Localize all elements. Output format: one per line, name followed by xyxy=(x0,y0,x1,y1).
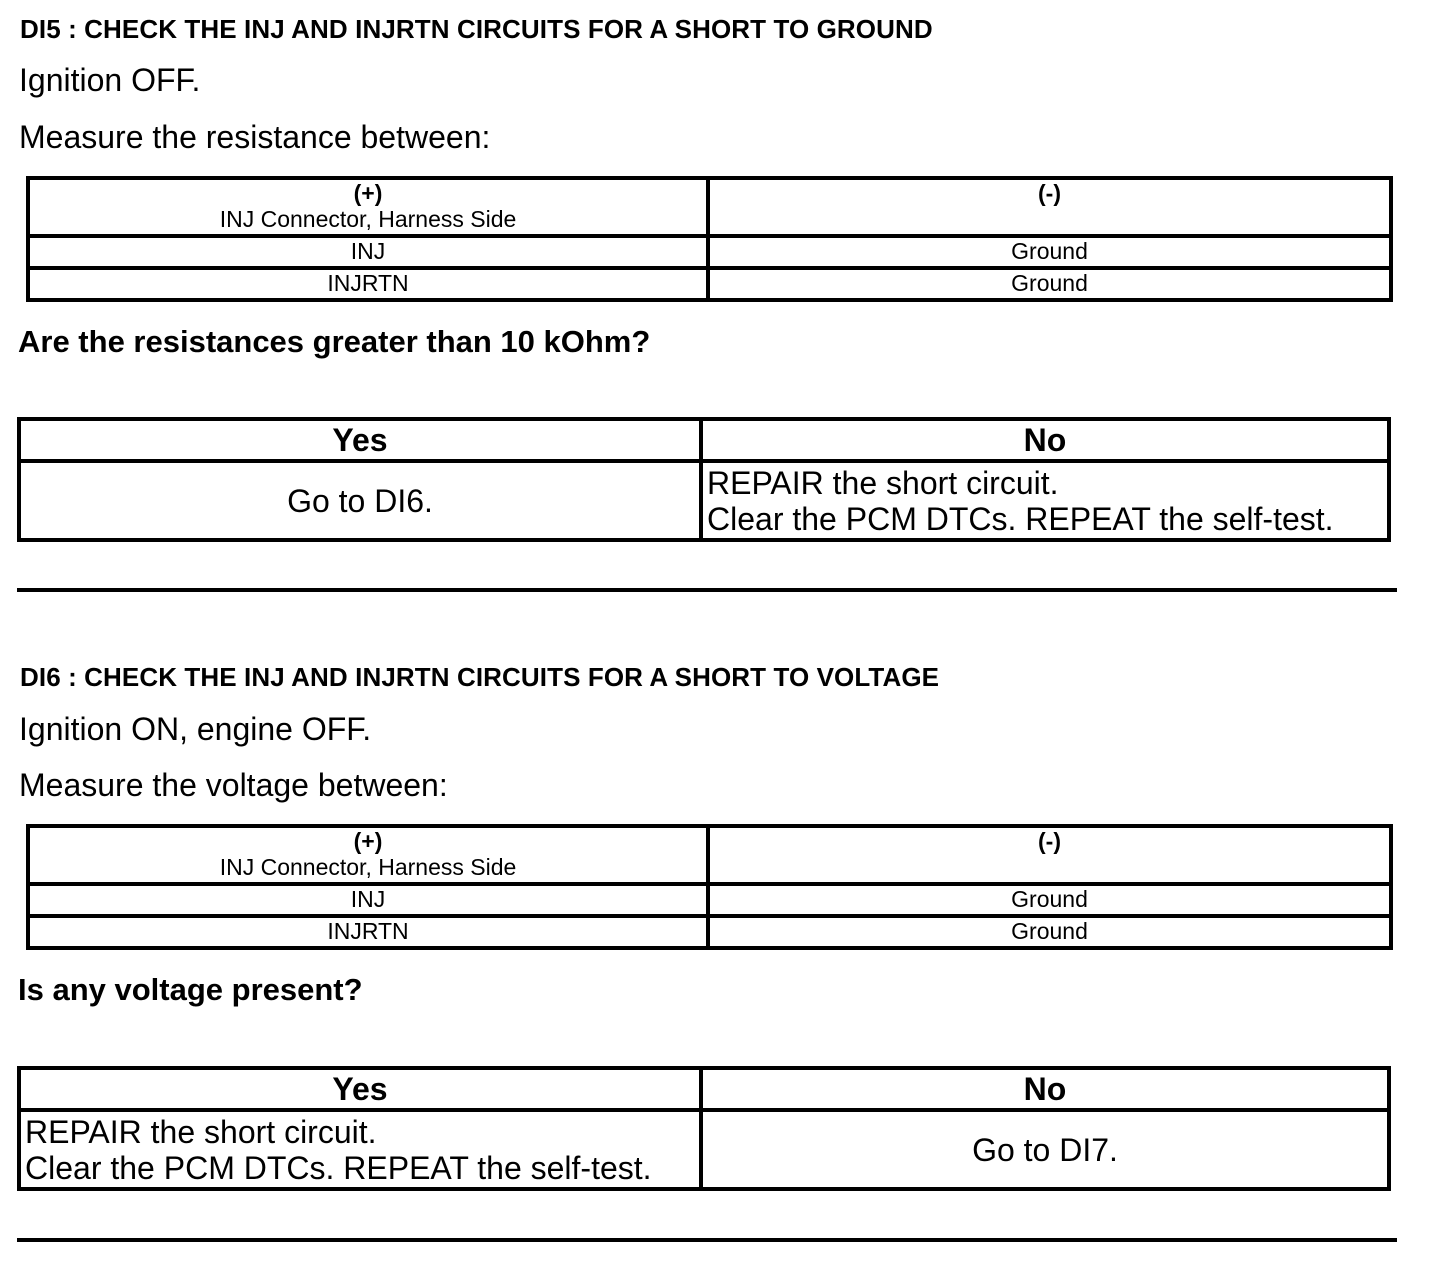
yes-header: Yes xyxy=(19,419,701,461)
step-title-di5: DI5 : CHECK THE INJ AND INJRTN CIRCUITS FOR A SHORT TO GROUND xyxy=(20,14,933,44)
header-positive xyxy=(28,826,708,884)
question-text: Is any voltage present? xyxy=(18,972,363,1007)
cell-positive: INJ xyxy=(28,236,708,268)
no-header: No xyxy=(701,419,1389,461)
no-header: No xyxy=(701,1068,1389,1110)
negative-sign: (-) xyxy=(1038,180,1061,206)
table-row xyxy=(28,268,1391,300)
cell-positive: INJ xyxy=(28,884,708,916)
decision-table-di5 xyxy=(17,417,1391,542)
cell-positive: INJRTN xyxy=(28,268,708,300)
cell-negative: Ground xyxy=(708,236,1391,268)
table-row xyxy=(28,884,1391,916)
positive-subtitle: INJ Connector, Harness Side xyxy=(219,206,517,232)
yes-action xyxy=(19,1110,701,1189)
step-title-di6: DI6 : CHECK THE INJ AND INJRTN CIRCUITS FOR A SHORT TO VOLTAGE xyxy=(20,662,940,692)
measure-instruction: Measure the voltage between: xyxy=(19,767,448,803)
condition-text: Ignition ON, engine OFF. xyxy=(19,711,372,747)
yes-action xyxy=(19,461,701,540)
table-row xyxy=(28,916,1391,948)
yes-action-line1: Go to DI6. xyxy=(287,482,433,519)
negative-sign: (-) xyxy=(1038,828,1061,854)
positive-sign: (+) xyxy=(353,828,383,854)
cell-positive: INJRTN xyxy=(28,916,708,948)
condition-text: Ignition OFF. xyxy=(19,62,201,98)
positive-subtitle: INJ Connector, Harness Side xyxy=(219,854,517,880)
no-action-line1: REPAIR the short circuit. xyxy=(707,464,1059,501)
measurement-table-di6 xyxy=(26,824,1393,950)
no-action-line1: Go to DI7. xyxy=(972,1131,1118,1168)
header-positive xyxy=(28,178,708,236)
cell-negative: Ground xyxy=(708,884,1391,916)
section-divider xyxy=(17,588,1397,592)
decision-table-di6 xyxy=(17,1066,1391,1191)
no-action xyxy=(701,461,1389,540)
no-action xyxy=(701,1110,1389,1189)
section-divider xyxy=(17,1238,1397,1242)
cell-negative: Ground xyxy=(708,916,1391,948)
positive-sign: (+) xyxy=(353,180,383,206)
question-text: Are the resistances greater than 10 kOhm? xyxy=(18,324,651,359)
header-negative xyxy=(708,178,1391,236)
header-negative xyxy=(708,826,1391,884)
yes-action-line1: REPAIR the short circuit. xyxy=(25,1113,377,1150)
measure-instruction: Measure the resistance between: xyxy=(19,119,491,155)
yes-header: Yes xyxy=(19,1068,701,1110)
measurement-table-di5 xyxy=(26,176,1393,302)
no-action-line2: Clear the PCM DTCs. REPEAT the self-test. xyxy=(707,500,1334,537)
cell-negative: Ground xyxy=(708,268,1391,300)
yes-action-line2: Clear the PCM DTCs. REPEAT the self-test. xyxy=(25,1149,652,1186)
table-row xyxy=(28,236,1391,268)
